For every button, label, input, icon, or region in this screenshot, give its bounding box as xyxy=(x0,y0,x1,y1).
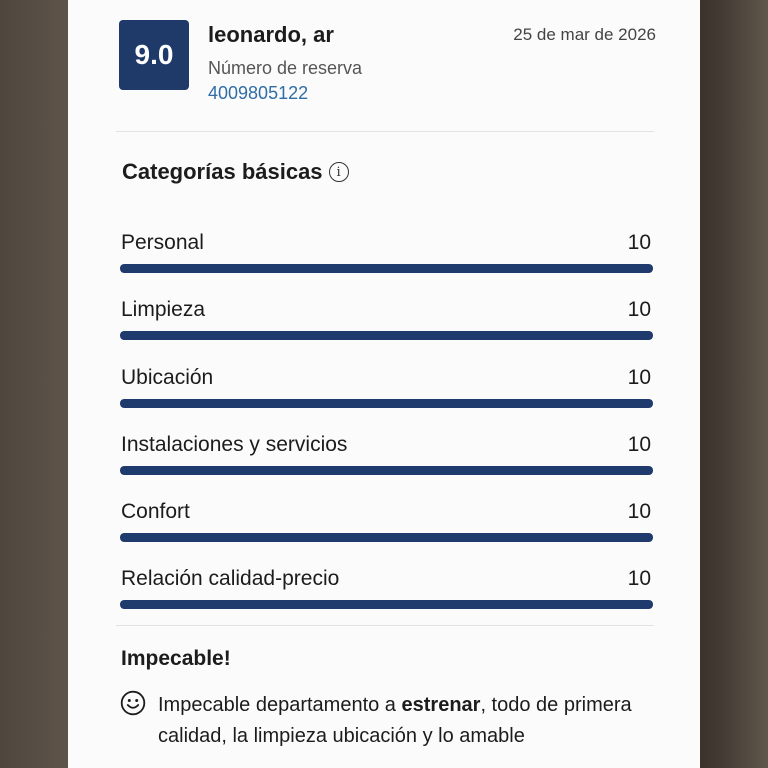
divider xyxy=(116,625,654,626)
smiley-icon xyxy=(120,690,146,716)
category-score: 10 xyxy=(627,500,651,523)
review-date: 25 de mar de 2026 xyxy=(513,25,656,44)
category-score: 10 xyxy=(627,298,651,321)
category-label: Limpieza xyxy=(121,298,206,321)
review-card xyxy=(68,0,700,768)
category-bar-fill xyxy=(120,466,653,475)
category-row xyxy=(120,500,653,546)
categories-heading xyxy=(122,159,349,185)
category-row xyxy=(120,231,653,277)
category-row xyxy=(120,567,653,613)
review-text-bold: estrenar xyxy=(401,694,481,716)
category-bar-track xyxy=(120,533,653,542)
category-row xyxy=(120,366,653,412)
category-bar-track xyxy=(120,331,653,340)
review-text xyxy=(158,690,638,752)
category-bar-fill xyxy=(120,399,653,408)
category-label: Instalaciones y servicios xyxy=(121,433,348,456)
category-bar-track xyxy=(120,600,653,609)
category-bar-track xyxy=(120,466,653,475)
category-label: Personal xyxy=(121,231,204,254)
category-bar-track xyxy=(120,399,653,408)
background-left xyxy=(0,0,68,768)
category-bar-fill xyxy=(120,533,653,542)
category-label: Confort xyxy=(121,500,190,523)
info-icon[interactable]: i xyxy=(329,162,349,182)
category-bar-fill xyxy=(120,331,653,340)
review-text-part: Impecable departamento a xyxy=(158,694,402,716)
category-bar-fill xyxy=(120,264,653,273)
review-title: Impecable! xyxy=(121,647,231,670)
divider xyxy=(116,131,654,132)
category-row xyxy=(120,433,653,479)
score-badge: 9.0 xyxy=(119,20,189,90)
category-score: 10 xyxy=(627,433,651,456)
category-row xyxy=(120,298,653,344)
category-bar-fill xyxy=(120,600,653,609)
categories-title: Categorías básicas xyxy=(122,159,323,184)
background-right xyxy=(700,0,768,768)
category-score: 10 xyxy=(627,567,651,590)
review-text-part: , todo de primera calidad, la limpieza ubicación y lo amable xyxy=(158,694,632,747)
booking-number-label: Número de reserva xyxy=(208,58,363,78)
category-label: Ubicación xyxy=(121,366,214,389)
category-score: 10 xyxy=(627,366,651,389)
booking-number-link[interactable]: 4009805122 xyxy=(208,83,309,103)
category-score: 10 xyxy=(627,231,651,254)
category-bar-track xyxy=(120,264,653,273)
category-label: Relación calidad-precio xyxy=(121,567,340,590)
reviewer-name: leonardo, ar xyxy=(208,22,334,47)
